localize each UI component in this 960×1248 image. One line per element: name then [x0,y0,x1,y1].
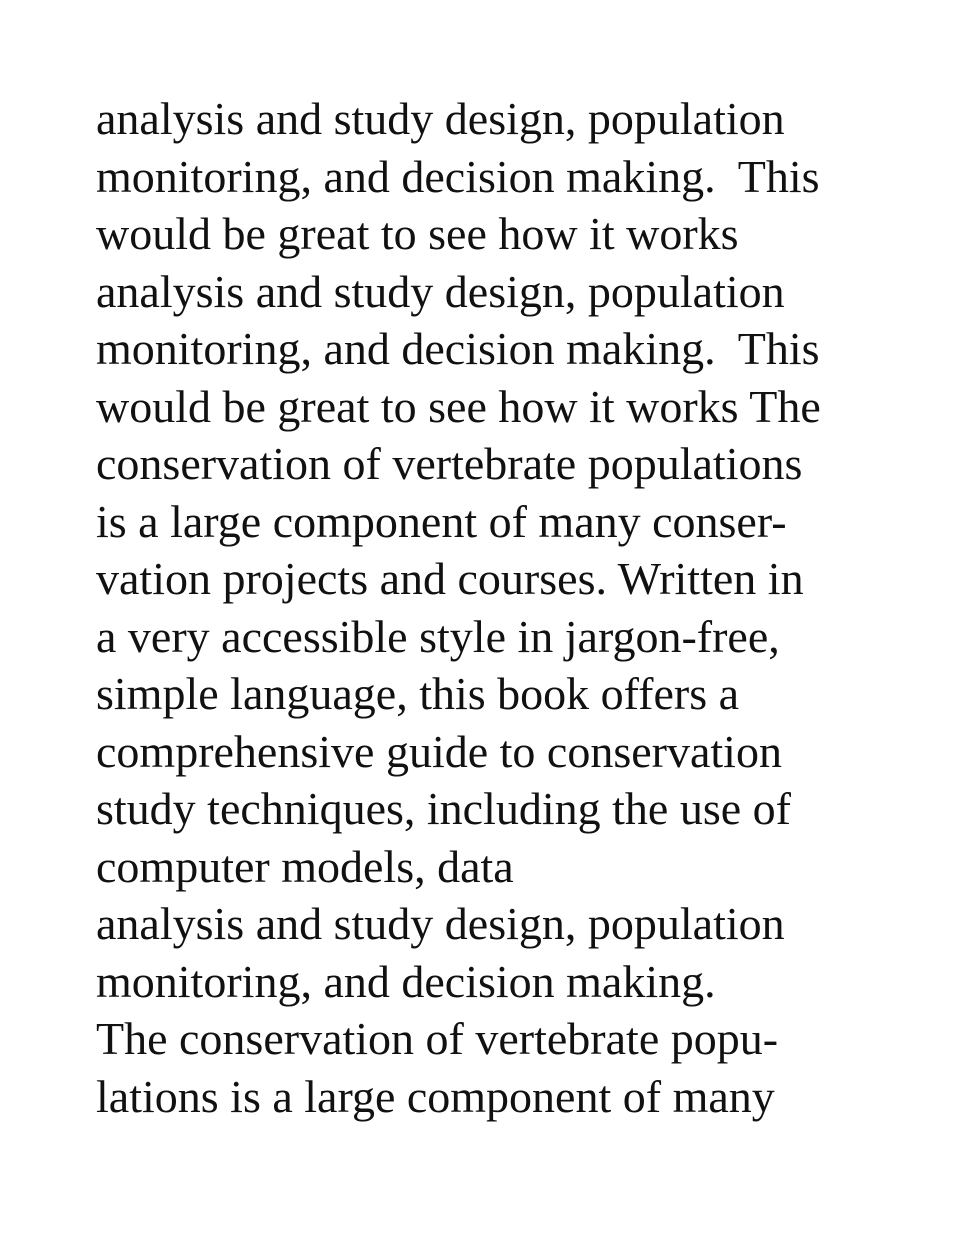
text-line: monitoring, and decision making. [96,955,716,1007]
text-line: analysis and study design, population [96,898,785,949]
text-line: would be great to see how it works [96,208,739,259]
body-text [96,90,916,1125]
text-line: vation projects and courses. Written in [96,553,804,604]
text-line: conservation of vertebrate populations [96,438,803,489]
text-line: monitoring, and decision making. This [96,150,820,202]
text-line: simple language, this book offers a [96,668,740,719]
text-line: a very accessible style in jargon-free, [96,610,780,662]
text-line: lations is a large component of many [96,1070,775,1122]
text-line: is a large component of many conser- [96,495,787,547]
text-line: monitoring, and decision making. This [96,323,820,374]
text-line: study techniques, including the use of [96,783,791,834]
text-line: analysis and study design, population [96,93,785,144]
text-line: analysis and study design, population [96,265,785,317]
text-line: would be great to see how it works The [96,380,821,432]
text-line: The conservation of vertebrate popu- [96,1013,779,1064]
text-line: computer models, data [96,840,514,892]
text-line: comprehensive guide to conservation [96,725,782,777]
